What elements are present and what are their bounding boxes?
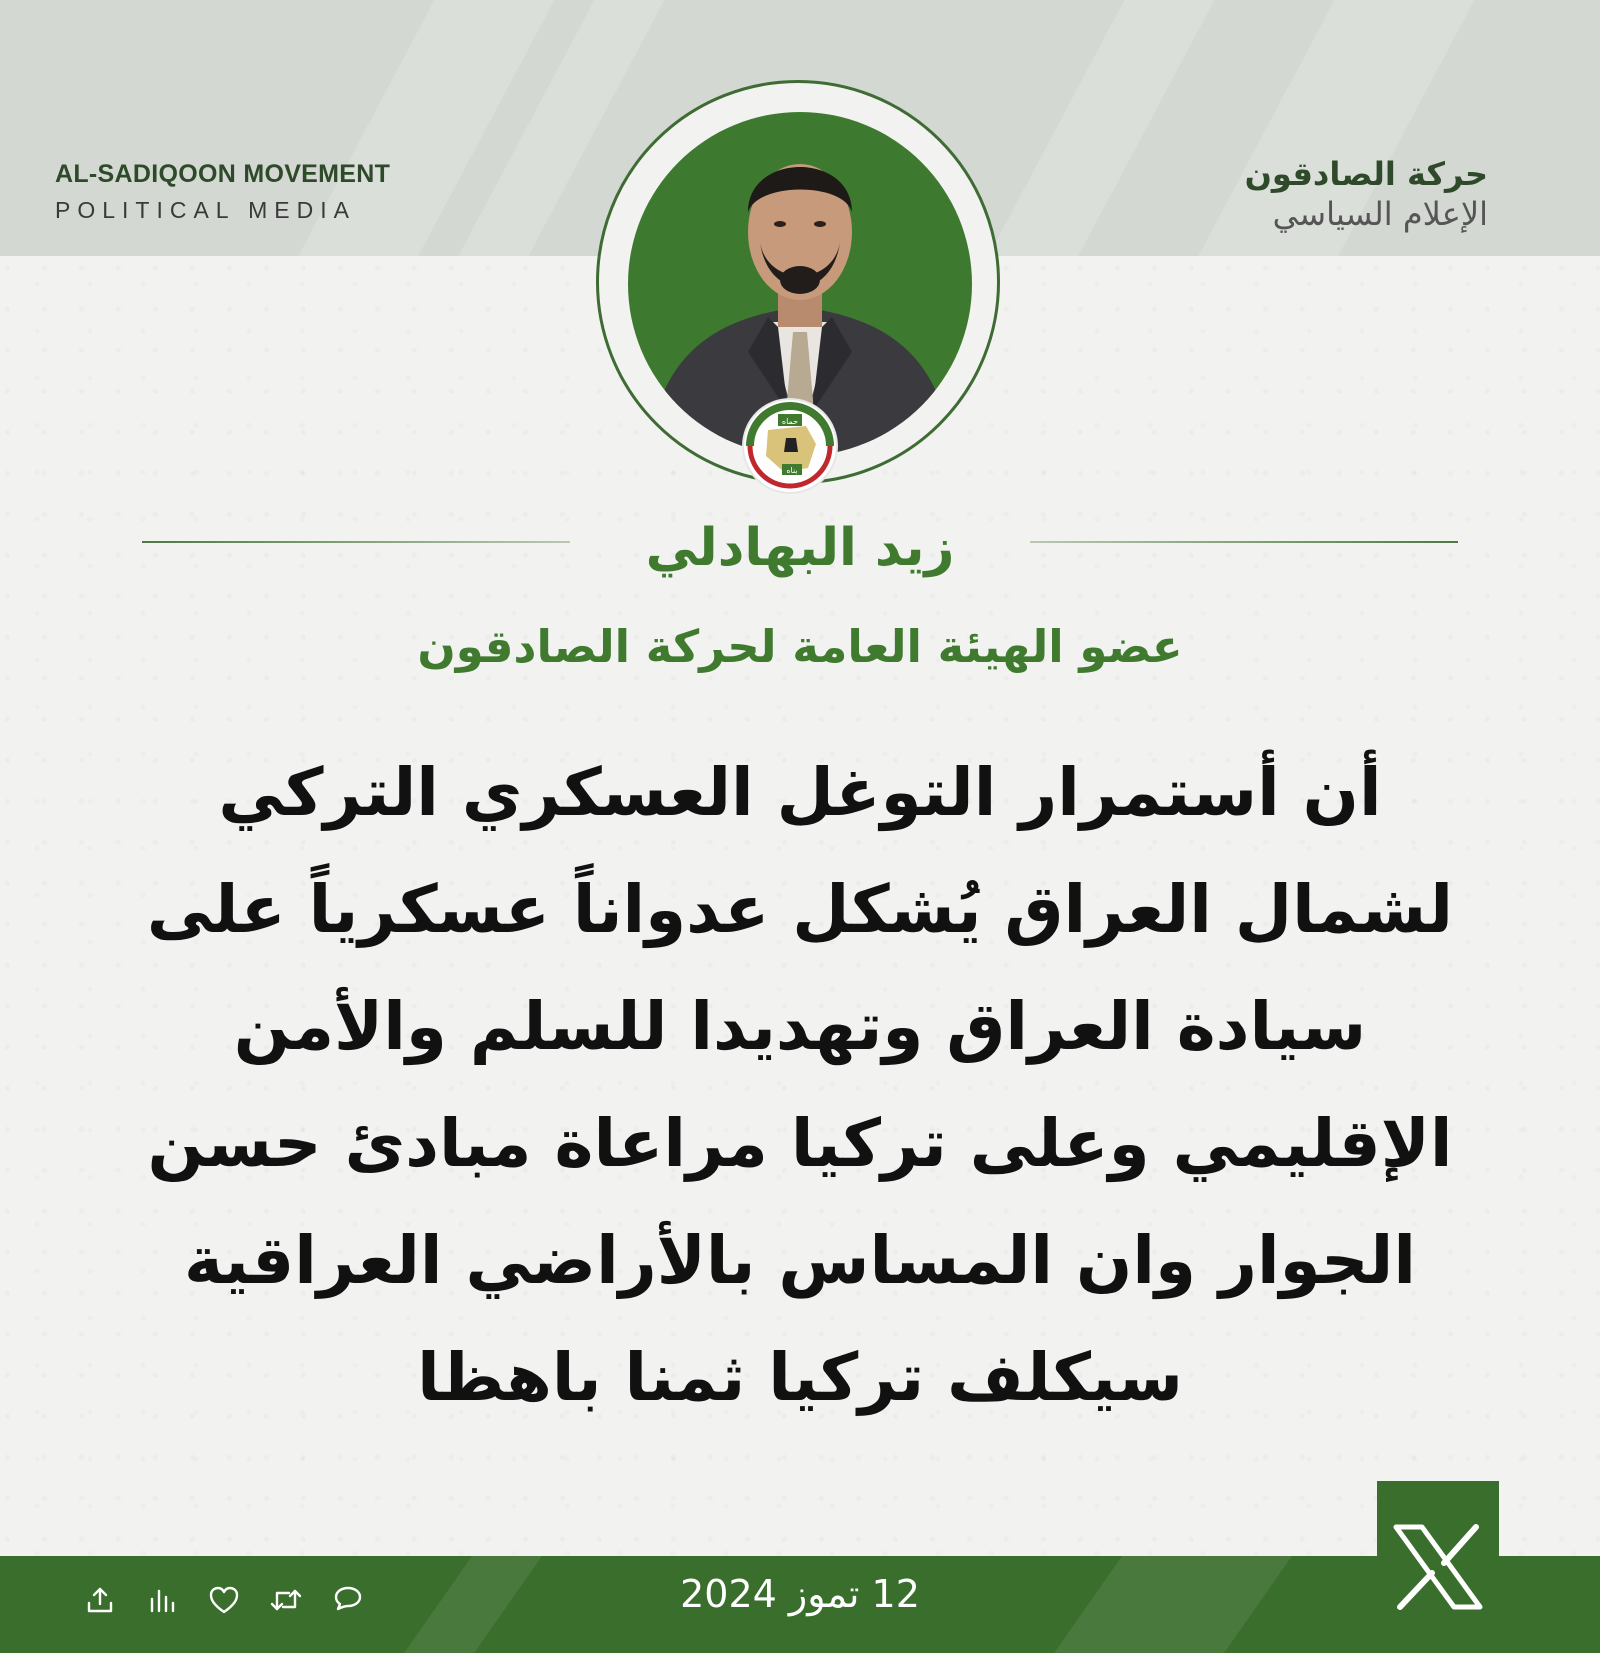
brand-english-subtitle: POLITICAL MEDIA: [55, 197, 356, 223]
quote-line: الإقليمي وعلى تركيا مراعاة مبادئ حسن: [147, 1105, 1453, 1182]
divider-right: [1030, 541, 1458, 543]
brand-arabic-title: حركة الصادقون: [1244, 155, 1488, 193]
x-logo-icon: [1392, 1523, 1484, 1611]
quote-line: سيكلف تركيا ثمنا باهظا: [417, 1339, 1183, 1416]
brand-arabic-subtitle: الإعلام السياسي: [1272, 195, 1488, 233]
post-date: 12 تموز 2024: [680, 1572, 920, 1616]
quote-line: سيادة العراق وتهديدا للسلم والأمن: [233, 988, 1367, 1065]
emblem-top-text: حماه: [781, 417, 799, 426]
quote-line: الجوار وان المساس بالأراضي العراقية: [184, 1222, 1416, 1299]
person-name: زيد البهادلي: [645, 518, 955, 578]
movement-emblem: [742, 398, 838, 494]
quote-line: أن أستمرار التوغل العسكري التركي: [218, 754, 1382, 831]
emblem-bottom-text: بناه: [786, 466, 798, 475]
quote-line: لشمال العراق يُشكل عدواناً عسكرياً على: [146, 871, 1454, 948]
brand-arabic: [1245, 155, 1488, 233]
person-role: عضو الهيئة العامة لحركة الصادقون: [417, 620, 1183, 673]
brand-english: [55, 160, 391, 224]
quote-block: [120, 748, 1480, 1450]
divider-left: [142, 541, 570, 543]
x-logo-box[interactable]: [1377, 1481, 1499, 1653]
brand-english-title: AL-SADIQOON MOVEMENT: [55, 160, 391, 188]
